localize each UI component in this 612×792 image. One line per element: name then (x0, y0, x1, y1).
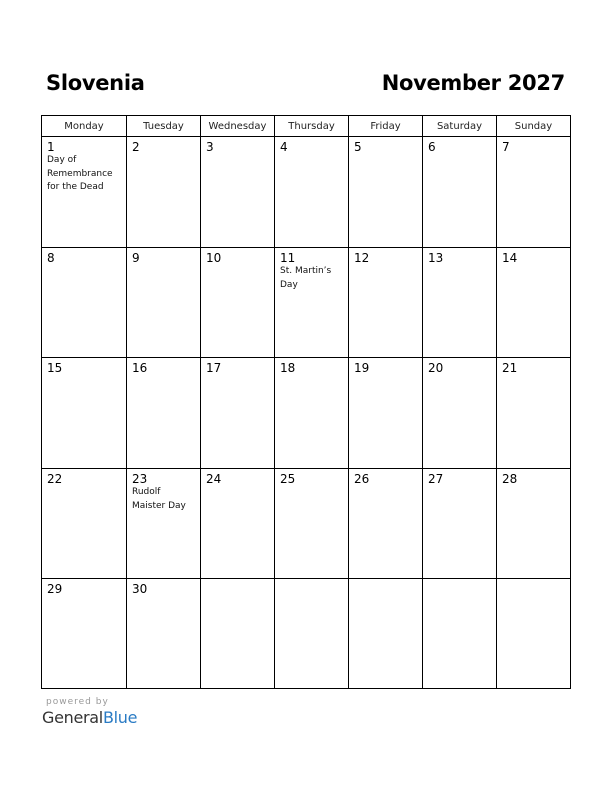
day-number: 1 (47, 140, 55, 154)
day-cell (349, 469, 423, 579)
day-number: 25 (280, 472, 296, 486)
logo-text-general: General (42, 708, 103, 727)
country-title: Slovenia (46, 71, 145, 95)
day-cell (42, 137, 127, 248)
day-cell (201, 358, 275, 469)
day-cell (423, 469, 497, 579)
day-number: 11 (280, 251, 296, 265)
day-cell (497, 579, 571, 689)
day-cell (42, 248, 127, 358)
day-cell (497, 137, 571, 248)
day-number: 22 (47, 472, 63, 486)
day-number: 16 (132, 361, 148, 375)
day-number: 26 (354, 472, 370, 486)
day-number: 21 (502, 361, 518, 375)
day-cell (42, 358, 127, 469)
day-cell (127, 579, 201, 689)
day-cell (497, 469, 571, 579)
holiday-label: Rudolf Maister Day (132, 487, 186, 511)
day-cell (201, 579, 275, 689)
day-number: 24 (206, 472, 222, 486)
day-cell (127, 137, 201, 248)
day-number: 15 (47, 361, 63, 375)
day-cell (201, 469, 275, 579)
day-number: 7 (502, 140, 510, 154)
day-cell (423, 248, 497, 358)
powered-by-label: powered by (46, 697, 109, 707)
day-number: 9 (132, 251, 140, 265)
day-cell (275, 579, 349, 689)
day-cell (127, 358, 201, 469)
day-number: 6 (428, 140, 436, 154)
day-cell (201, 137, 275, 248)
weekday-header-wednesday: Wednesday (201, 116, 275, 137)
day-cell (275, 137, 349, 248)
calendar-grid (41, 115, 571, 689)
weekday-header-saturday: Saturday (423, 116, 497, 137)
day-cell (275, 469, 349, 579)
day-cell (349, 579, 423, 689)
day-cell (127, 469, 201, 579)
day-cell (423, 137, 497, 248)
day-cell (497, 358, 571, 469)
day-number: 23 (132, 472, 148, 486)
day-number: 10 (206, 251, 222, 265)
day-number: 4 (280, 140, 288, 154)
weekday-header-friday: Friday (349, 116, 423, 137)
holiday-label: Day of Remembrance for the Dead (47, 155, 113, 192)
day-number: 18 (280, 361, 296, 375)
day-cell (127, 248, 201, 358)
generalblue-logo[interactable] (42, 708, 137, 727)
day-number: 8 (47, 251, 55, 265)
day-cell (349, 137, 423, 248)
day-cell (275, 248, 349, 358)
day-number: 3 (206, 140, 214, 154)
day-number: 19 (354, 361, 370, 375)
day-cell (42, 579, 127, 689)
day-cell (423, 579, 497, 689)
day-cell (423, 358, 497, 469)
day-cell (42, 469, 127, 579)
day-number: 28 (502, 472, 518, 486)
weekday-header-sunday: Sunday (497, 116, 571, 137)
day-cell (201, 248, 275, 358)
day-number: 17 (206, 361, 222, 375)
day-number: 30 (132, 582, 148, 596)
day-cell (349, 248, 423, 358)
day-number: 14 (502, 251, 518, 265)
weekday-header-thursday: Thursday (275, 116, 349, 137)
day-number: 5 (354, 140, 362, 154)
day-cell (349, 358, 423, 469)
day-number: 12 (354, 251, 370, 265)
day-number: 2 (132, 140, 140, 154)
holiday-label: St. Martin’s Day (280, 266, 332, 290)
day-number: 20 (428, 361, 444, 375)
weekday-header-monday: Monday (42, 116, 127, 137)
day-cell (497, 248, 571, 358)
weekday-header-tuesday: Tuesday (127, 116, 201, 137)
day-number: 13 (428, 251, 444, 265)
day-number: 27 (428, 472, 444, 486)
day-cell (275, 358, 349, 469)
logo-text-blue: Blue (102, 708, 138, 727)
month-title: November 2027 (381, 71, 565, 95)
day-number: 29 (47, 582, 63, 596)
